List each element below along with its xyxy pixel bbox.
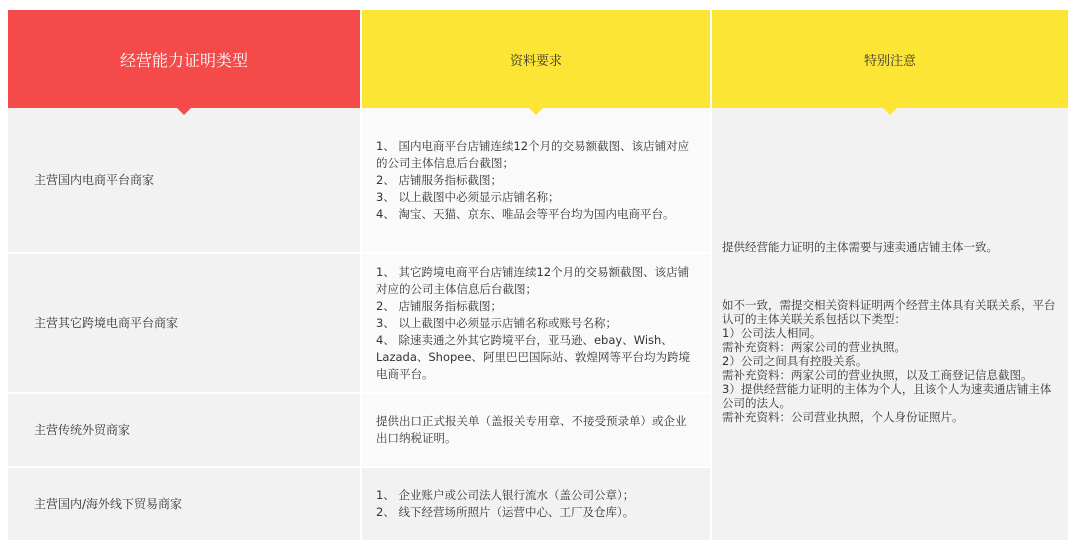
header-proof-type [8,10,360,108]
row-requirements-text: 1、 国内电商平台店铺连续12个月的交易额截图、该店铺对应的公司主体信息后台截图； 2、 店铺服务指标截图； 3、 以上截图中必须显示店铺名称； 4、 淘宝、天猫、京东、唯品会等平台均为国内电商平台。 [376,138,690,221]
header-arrow-icon [529,108,543,115]
table-row-requirements [360,468,712,540]
row-type-label: 主营国内电商平台商家 [34,172,155,187]
header-arrow-icon [177,108,191,115]
row-requirements-text: 1、 企业账户或公司法人银行流水（盖公司公章）； 2、 线下经营场所照片（运营中心、工厂及仓库）。 [376,488,635,519]
table-row-requirements [360,394,712,468]
header-notes-label: 特别注意 [863,53,916,69]
note-body: 如不一致，需提交相关资料证明两个经营主体具有关联关系，平台认可的主体关联关系包括以下类型： 1）公司法人相同。 需补充资料：两家公司的营业执照。 2）公司之间具有控股关系。 需补充资料：两家公司的营业执照，以及工商登记信息截图。 3）提供经营能力证明的主体为个人，且该个人为速卖通店铺主体公司的法人。 需补充资料：公司营业执照，个人身份证照片。 [722,298,1056,424]
requirements-table [8,10,1068,540]
row-type-label: 主营传统外贸商家 [34,422,131,437]
header-notes [712,10,1068,108]
table-row-requirements [360,254,712,394]
table-row-type [8,108,360,254]
special-notes [712,108,1068,540]
row-type-label: 主营国内/海外线下贸易商家 [34,496,183,511]
table-row-type [8,394,360,468]
header-requirements [360,10,712,108]
table-row-requirements [360,108,712,254]
note-intro: 提供经营能力证明的主体需要与速卖通店铺主体一致。 [722,240,998,254]
table-row-type [8,254,360,394]
row-type-label: 主营其它跨境电商平台商家 [34,315,179,330]
header-arrow-icon [883,108,897,115]
table-row-type [8,468,360,540]
header-requirements-label: 资料要求 [509,53,562,69]
row-requirements-text: 提供出口正式报关单（盖报关专用章、不接受预录单）或企业出口纳税证明。 [376,414,687,445]
row-requirements-text: 1、 其它跨境电商平台店铺连续12个月的交易额截图、该店铺对应的公司主体信息后台截图； 2、 店铺服务指标截图； 3、 以上截图中必须显示店铺名称或账号名称； 4、 除速卖通之外其它跨境平台，亚马逊、ebay、Wish、Lazada、Shopee、阿里巴巴国际站、敦煌网等平台均为跨境电商平台。 [376,264,690,381]
header-proof-type-label: 经营能力证明类型 [119,50,248,70]
